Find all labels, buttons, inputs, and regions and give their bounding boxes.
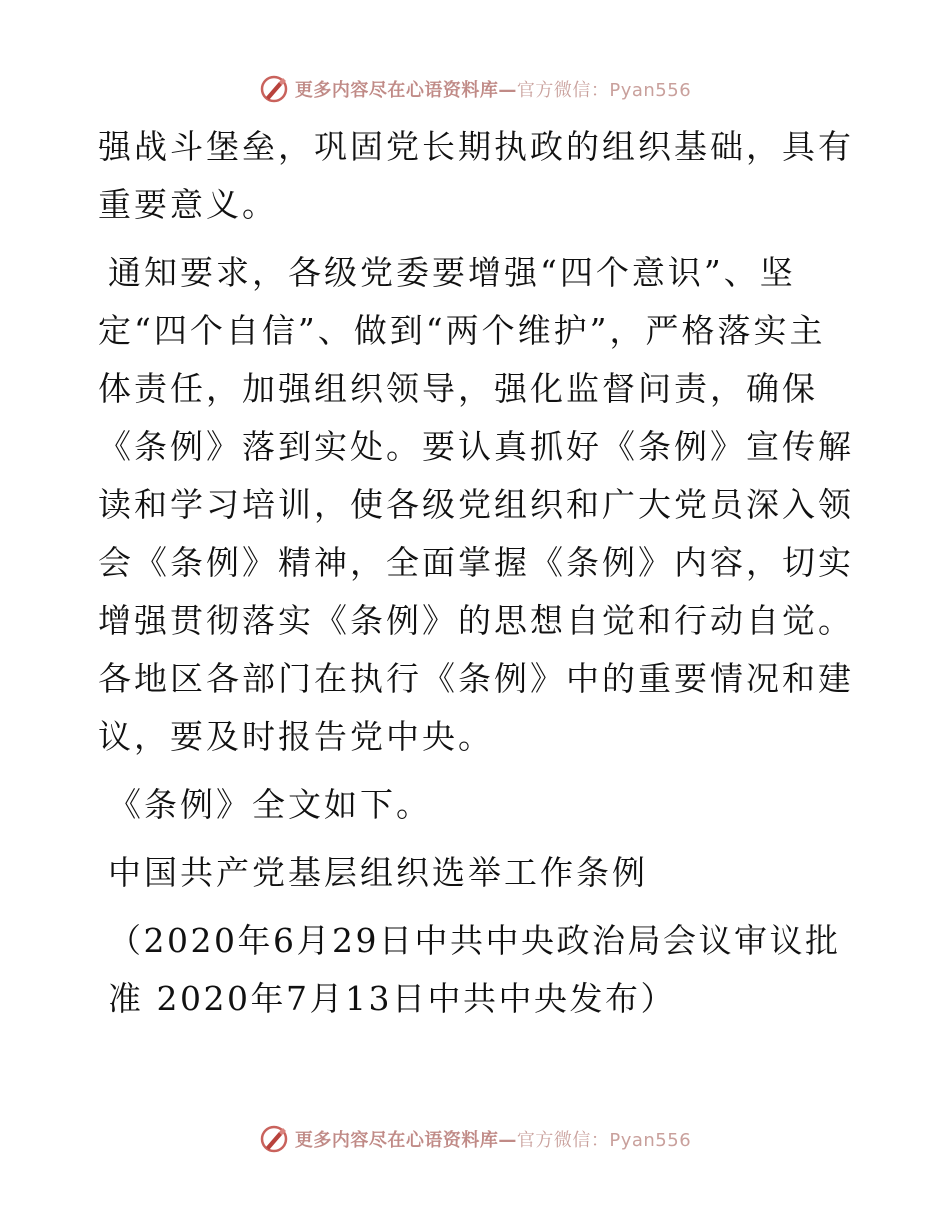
header-watermark xyxy=(0,72,950,106)
watermark-contact: 官方微信：Pyan556 xyxy=(516,80,692,101)
watermark-text: 更多内容尽在心语资料库—官方微信：Pyan556 xyxy=(294,80,692,101)
regulation-date-note: （2020年6月29日中共中央政治局会议审议批准 2020年7月13日中共中央发布） xyxy=(108,921,841,1018)
watermark-text: 更多内容尽在心语资料库—官方微信：Pyan556 xyxy=(294,1130,692,1151)
paragraph-fulltext-intro: 《条例》全文如下。 xyxy=(108,785,432,824)
footer-watermark xyxy=(0,1122,950,1156)
pen-logo-icon xyxy=(259,74,289,104)
regulation-title: 中国共产党基层组织选举工作条例 xyxy=(108,853,648,892)
paragraph-notice: 通知要求，各级党委要增强“四个意识”、坚定“四个自信”、做到“两个维护”，严格落实主体责任，加强组织领导，强化监督问责，确保《条例》落到实处。要认真抓好《条例》宣传解读和学习培训，使各级党组织和广大党员深入领会《条例》精神，全面掌握《条例》内容，切实增强贯彻落实《条例》的思想自觉和行动自觉。各地区各部门在执行《条例》中的重要情况和建议，要及时报告党中央。 xyxy=(98,253,854,756)
pen-logo-icon xyxy=(259,1124,289,1154)
watermark-contact: 官方微信：Pyan556 xyxy=(516,1130,692,1151)
paragraph-continuation: 强战斗堡垒，巩固党长期执政的组织基础，具有重要意义。 xyxy=(98,127,854,224)
document-body xyxy=(98,118,858,1028)
